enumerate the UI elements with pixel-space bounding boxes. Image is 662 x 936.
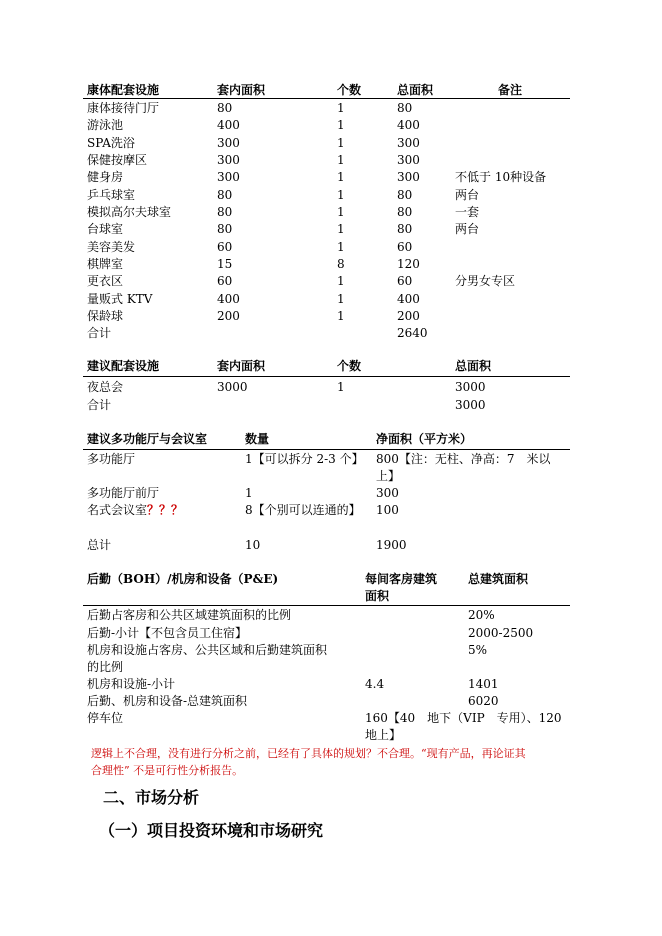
s1-cell-total: 300 <box>397 170 420 184</box>
s2-row-total: 3000 <box>455 380 486 394</box>
s4-r3-name-line1: 机房和设施占客房、公共区域和后勤建筑面积 <box>87 643 328 657</box>
s4-header-name: 后勤（BOH）/机房和设备（P&E) <box>87 572 279 586</box>
s1-cell-area: 60 <box>217 240 233 254</box>
s1-cell-count: 1 <box>337 309 345 323</box>
s3-row2-qty: 1 <box>245 486 253 500</box>
s1-header-total: 总面积 <box>397 83 434 97</box>
s3-row3-name-wrap <box>87 502 183 519</box>
s2-header-rule <box>83 376 570 377</box>
s1-cell-total: 400 <box>397 118 420 132</box>
s1-cell-count: 1 <box>337 292 345 306</box>
s1-cell-area: 15 <box>217 257 233 271</box>
s1-cell-area: 80 <box>217 101 233 115</box>
s4-r4-name: 机房和设施-小计 <box>87 677 176 691</box>
s3-row3-qty: 8【个别可以连通的】 <box>245 503 361 517</box>
s2-header-count: 个数 <box>337 359 362 373</box>
s1-cell-total: 400 <box>397 292 420 306</box>
s4-header-per-room-line2: 面积 <box>365 589 390 603</box>
s1-cell-total: 120 <box>397 257 420 271</box>
s1-cell-name: 更衣区 <box>87 274 124 288</box>
s3-header-area: 净面积（平方米） <box>376 432 473 446</box>
s1-cell-count: 1 <box>337 170 345 184</box>
s1-cell-name: 台球室 <box>87 222 124 236</box>
s2-header-area: 套内面积 <box>217 359 266 373</box>
s1-cell-name: 模拟高尔夫球室 <box>87 205 172 219</box>
s1-cell-count: 1 <box>337 274 345 288</box>
s1-cell-area: 400 <box>217 292 240 306</box>
s3-row2-area: 300 <box>376 486 399 500</box>
s1-total-value: 2640 <box>397 326 428 340</box>
s1-cell-count: 1 <box>337 153 345 167</box>
s1-cell-count: 1 <box>337 222 345 236</box>
s1-header-rule <box>83 98 570 99</box>
s1-cell-name: 保龄球 <box>87 309 124 323</box>
s4-r6-name: 停车位 <box>87 711 124 725</box>
s2-row-name: 夜总会 <box>87 380 124 394</box>
s3-row3-area: 100 <box>376 503 399 517</box>
s2-header-name: 建议配套设施 <box>87 359 160 373</box>
s1-header-name: 康体配套设施 <box>87 83 160 97</box>
s1-cell-area: 80 <box>217 222 233 236</box>
s4-r3-name-line2: 的比例 <box>87 660 124 674</box>
s4-r2-total: 2000-2500 <box>468 626 534 640</box>
s1-cell-total: 80 <box>397 188 413 202</box>
s3-row1-qty: 1【可以拆分 2-3 个】 <box>245 452 364 466</box>
s1-cell-count: 1 <box>337 101 345 115</box>
s3-header-qty: 数量 <box>245 432 270 446</box>
s1-cell-name: 棋牌室 <box>87 257 124 271</box>
s1-cell-area: 300 <box>217 170 240 184</box>
s1-cell-remark: 两台 <box>455 188 480 202</box>
s2-header-total: 总面积 <box>455 359 492 373</box>
heading-investment-environment: （一）项目投资环境和市场研究 <box>99 821 324 840</box>
s3-row1-area-line1: 800【注：无柱、净高：7 米以 <box>376 452 551 466</box>
s1-cell-area: 80 <box>217 188 233 202</box>
s4-r4-per-room: 4.4 <box>365 677 385 691</box>
s1-cell-remark: 分男女专区 <box>455 274 516 288</box>
s1-cell-name: SPA洗浴 <box>87 136 135 150</box>
s1-cell-total: 300 <box>397 153 420 167</box>
s1-cell-area: 300 <box>217 153 240 167</box>
s1-cell-name: 美容美发 <box>87 240 136 254</box>
s3-row1-name: 多功能厅 <box>87 452 136 466</box>
s3-total-area: 1900 <box>376 538 407 552</box>
review-comment-line1: 逻辑上不合理，没有进行分析之前，已经有了具体的规划？不合理。“现有产品，再论证其 <box>91 747 526 760</box>
s1-cell-total: 200 <box>397 309 420 323</box>
s2-total-label: 合计 <box>87 398 112 412</box>
s2-row-area: 3000 <box>217 380 248 394</box>
s1-cell-name: 健身房 <box>87 170 124 184</box>
s4-r1-total: 20% <box>468 608 495 622</box>
s1-cell-remark: 不低于 10种设备 <box>455 170 547 184</box>
s3-header-rule <box>83 449 570 450</box>
s1-cell-remark: 两台 <box>455 222 480 236</box>
s1-cell-count: 8 <box>337 257 345 271</box>
s4-r5-name: 后勤、机房和设备-总建筑面积 <box>87 694 248 708</box>
s1-cell-total: 80 <box>397 101 413 115</box>
s1-cell-name: 游泳池 <box>87 118 124 132</box>
s1-cell-count: 1 <box>337 136 345 150</box>
s4-header-rule <box>83 605 570 606</box>
s1-cell-total: 80 <box>397 205 413 219</box>
s4-r5-total: 6020 <box>468 694 499 708</box>
s4-header-total: 总建筑面积 <box>468 572 529 586</box>
s4-header-per-room-line1: 每间客房建筑 <box>365 572 438 586</box>
s4-r4-total: 1401 <box>468 677 499 691</box>
s1-header-count: 个数 <box>337 83 362 97</box>
s1-cell-area: 80 <box>217 205 233 219</box>
s1-header-area: 套内面积 <box>217 83 266 97</box>
s1-cell-total: 60 <box>397 274 413 288</box>
s1-cell-area: 300 <box>217 136 240 150</box>
s3-row2-name: 多功能厅前厅 <box>87 486 160 500</box>
s3-row3-question-marks: ？？？ <box>147 503 184 517</box>
s1-cell-name: 量贩式 KTV <box>87 292 153 306</box>
s3-total-label: 总计 <box>87 538 112 552</box>
s1-cell-area: 400 <box>217 118 240 132</box>
s4-r3-total: 5% <box>468 643 488 657</box>
s1-header-remark: 备注 <box>498 83 523 97</box>
s1-cell-remark: 一套 <box>455 205 480 219</box>
s2-row-count: 1 <box>337 380 345 394</box>
s1-cell-area: 60 <box>217 274 233 288</box>
s3-row1-area-line2: 上】 <box>376 469 401 483</box>
s1-cell-count: 1 <box>337 188 345 202</box>
s4-r1-name: 后勤占客房和公共区域建筑面积的比例 <box>87 608 292 622</box>
s1-cell-name: 保健按摩区 <box>87 153 148 167</box>
s1-total-label: 合计 <box>87 326 112 340</box>
s1-cell-area: 200 <box>217 309 240 323</box>
s3-header-name: 建议多功能厅与会议室 <box>87 432 208 446</box>
s1-cell-total: 60 <box>397 240 413 254</box>
s1-cell-count: 1 <box>337 205 345 219</box>
heading-market-analysis: 二、市场分析 <box>103 788 200 807</box>
s1-cell-total: 300 <box>397 136 420 150</box>
review-comment-line2: 合理性” 不是可行性分析报告。 <box>91 764 244 777</box>
s1-cell-count: 1 <box>337 240 345 254</box>
s3-total-qty: 10 <box>245 538 261 552</box>
s4-r2-name: 后勤-小计【不包含员工住宿】 <box>87 626 248 640</box>
s1-cell-count: 1 <box>337 118 345 132</box>
s4-r6-value-line1: 160【40 地下（VIP 专用）、120 <box>365 711 562 725</box>
s1-cell-name: 乒乓球室 <box>87 188 136 202</box>
s2-total-value: 3000 <box>455 398 486 412</box>
s4-r6-value-line2: 地上】 <box>365 728 402 742</box>
s1-cell-total: 80 <box>397 222 413 236</box>
s3-row3-name: 名式会议室 <box>87 503 148 517</box>
s1-cell-name: 康体接待门厅 <box>87 101 160 115</box>
